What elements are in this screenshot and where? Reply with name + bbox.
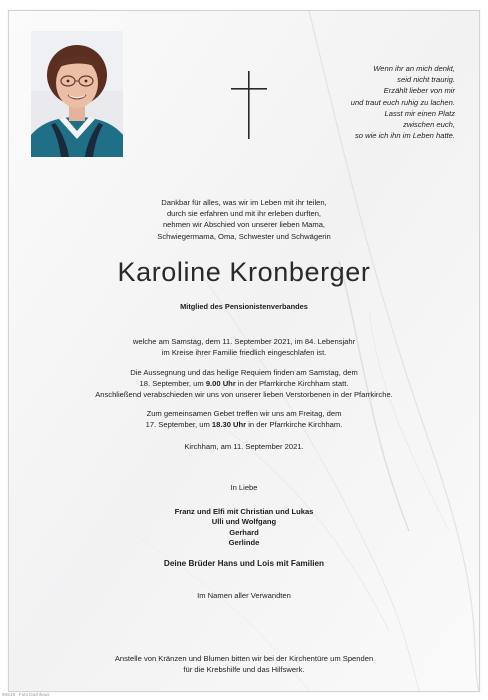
credit-text: IMS19 · Foto Dachhaus	[2, 692, 50, 697]
poem-line: so wie ich ihn im Leben hatte.	[354, 131, 455, 141]
cross-icon	[231, 71, 267, 139]
membership-text: Mitglied des Pensionistenverbandes	[180, 302, 308, 311]
death-line-2: im Kreise ihrer Familie friedlich eingeschlafen ist.	[161, 347, 327, 357]
poem	[285, 63, 455, 141]
poem-line: Wenn ihr an mich denkt,	[373, 64, 455, 73]
requiem-line-2	[9, 379, 479, 390]
brothers-text: Deine Brüder Hans und Lois mit Familien	[163, 559, 325, 568]
poem-line: und traut euch ruhig zu lachen.	[350, 97, 455, 107]
prayer-line-2	[9, 420, 479, 431]
intro-text	[9, 197, 479, 242]
prayer-line-2-post: in der Pfarrkirche Kirchham.	[246, 419, 343, 429]
in-love-text: In Liebe	[230, 483, 258, 492]
prayer-line-1: Zum gemeinsamen Gebet treffen wir uns am Freitag, dem	[146, 409, 342, 418]
prayer-time: 18.30 Uhr	[211, 419, 247, 429]
intro-line: Schwiegermama, Oma, Schwester und Schwägerin	[157, 231, 331, 241]
intro-line: Dankbar für alles, was wir im Leben mit ihr teilen,	[161, 198, 327, 207]
poem-line: seid nicht traurig.	[397, 75, 455, 85]
poem-line: zwischen euch,	[403, 120, 455, 130]
intro-line: nehmen wir Abschied von unserer lieben Mama,	[162, 220, 326, 230]
portrait-image	[31, 31, 123, 157]
prayer-notice	[9, 409, 479, 431]
poem-line: Lasst mir einen Platz	[384, 108, 455, 118]
requiem-line-1: Die Aussegnung und das heilige Requiem finden am Samstag, dem	[130, 368, 358, 377]
obituary-card	[8, 10, 480, 692]
closing-line-1: Anstelle von Kränzen und Blumen bitten wir bei der Kirchentüre um Spenden	[114, 654, 374, 663]
requiem-line-2-post: in der Pfarrkirche Kirchham statt.	[235, 378, 349, 388]
requiem-notice	[9, 368, 479, 400]
family-member: Gerhard	[229, 527, 259, 537]
death-notice	[9, 337, 479, 359]
relatives-text: Im Namen aller Verwandten	[197, 591, 291, 600]
requiem-line-3: Anschließend verabschieden wir uns von unserer lieben Verstorbenen in der Pfarrkirche.	[95, 389, 393, 399]
family-member: Ulli und Wolfgang	[211, 517, 277, 527]
portrait-photo	[31, 31, 123, 157]
intro-line: durch sie erfahren und mit ihr erleben durften,	[166, 209, 322, 219]
death-line-1: welche am Samstag, dem 11. September 2021, im 84. Lebensjahr	[132, 337, 356, 346]
prayer-line-2-pre: 17. September, um	[145, 419, 212, 429]
family-member: Franz und Elfi mit Christian und Lukas	[174, 507, 314, 516]
requiem-time: 9.00 Uhr	[205, 378, 236, 388]
family-list	[9, 507, 479, 549]
closing-line-2: für die Krebshilfe und das Hilfswerk.	[183, 665, 305, 674]
poem-line: Erzählt lieber von mir	[383, 86, 455, 96]
family-member: Gerlinde	[228, 538, 260, 548]
closing-request	[9, 653, 479, 675]
deceased-name: Karoline Kronberger	[117, 257, 371, 287]
requiem-line-2-pre: 18. September, um	[139, 378, 206, 388]
place-date: Kirchham, am 11. September 2021.	[184, 442, 304, 451]
